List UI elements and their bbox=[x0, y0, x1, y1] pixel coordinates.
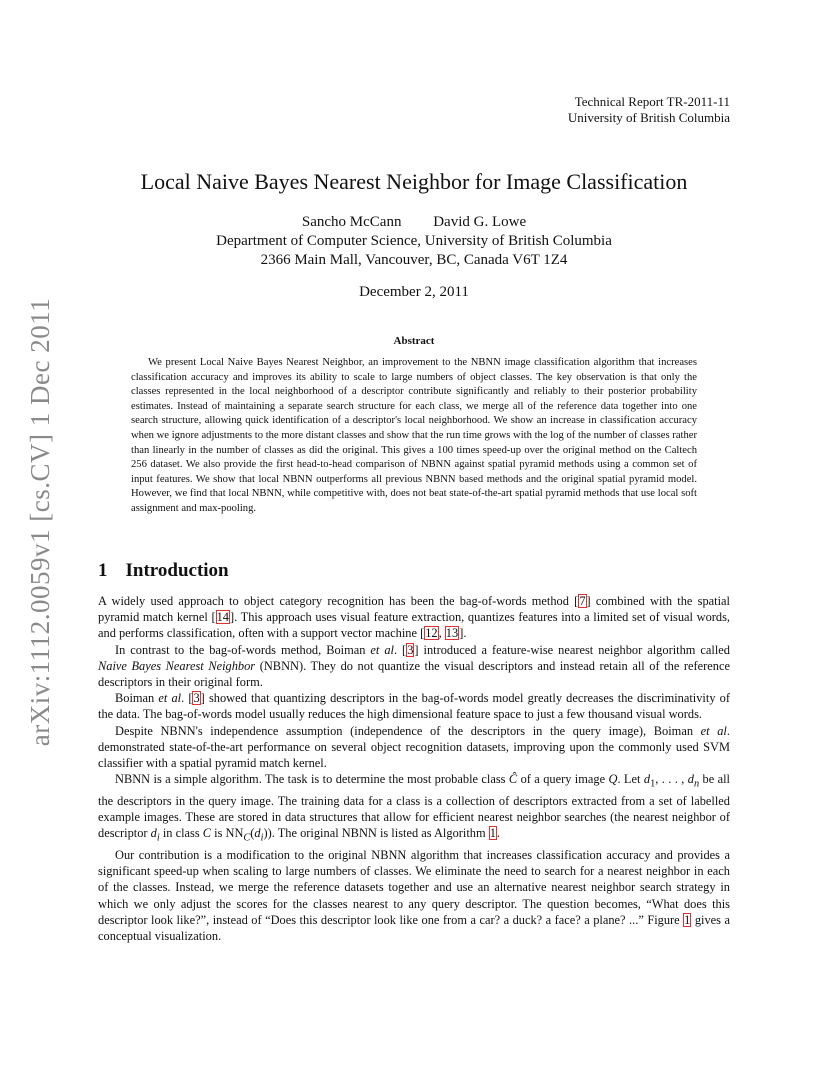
math-var: d bbox=[643, 772, 651, 787]
address: 2366 Main Mall, Vancouver, BC, Canada V6T 1Z4 bbox=[260, 252, 568, 268]
text-run: NBNN is a simple algorithm. The task is to determine the most probable class bbox=[115, 772, 509, 787]
text-run: . The original NBNN is listed as Algorithm bbox=[271, 826, 489, 841]
text-run: of a query image bbox=[517, 772, 609, 787]
math-var: Q bbox=[608, 772, 618, 787]
text-run: . bbox=[393, 642, 403, 657]
text-run: be all the descriptors in the query image. The training data for a class is a collection of descriptors extracted from a set of labelled example images. These are stored in data structures that allow for efficient nearest neighbor searches (the nearest neighbor of descriptor bbox=[98, 772, 730, 841]
citation-ref[interactable]: 7 bbox=[579, 594, 586, 608]
introduction-body bbox=[98, 593, 730, 944]
math-sub: n bbox=[693, 778, 700, 790]
figure-link[interactable]: 1 bbox=[684, 912, 691, 927]
section-number: 1 bbox=[98, 560, 108, 581]
text-run: . This approach uses visual feature extraction, quantizes features into a limited set of visual words, and performs classification, often with a support vector machine bbox=[98, 610, 730, 641]
text-run: in class bbox=[159, 826, 203, 841]
citation[interactable]: [3] bbox=[188, 691, 205, 706]
math-var: d bbox=[254, 826, 261, 841]
math-var: Ĉ bbox=[508, 772, 518, 787]
text-run: gives a conceptual visualization. bbox=[98, 912, 730, 943]
paragraph bbox=[98, 771, 730, 847]
math-sub: i bbox=[156, 832, 160, 844]
method-name: Naive Bayes Nearest Neighbor bbox=[98, 658, 256, 673]
math-sub: i bbox=[260, 832, 264, 844]
citation[interactable]: [3] bbox=[402, 642, 419, 657]
citation-ref[interactable]: 14 bbox=[216, 610, 229, 625]
paragraph bbox=[98, 593, 730, 642]
text-run: ( bbox=[250, 826, 255, 841]
text-run: . bbox=[463, 626, 467, 641]
affiliation: Department of Computer Science, University of British Columbia bbox=[216, 233, 612, 249]
et-al: et al bbox=[700, 723, 727, 738]
paper-date: December 2, 2011 bbox=[359, 284, 469, 300]
et-al: et al bbox=[370, 642, 394, 657]
report-institution: University of British Columbia bbox=[567, 110, 730, 125]
text-run: showed that quantizing descriptors in the bag-of-words model greatly decreases the discriminativity of the data. The bag-of-words model usually reduces the high dimensional feature space to just a few thousand visual words. bbox=[98, 691, 730, 722]
text-run: A widely used approach to object category recognition has been the bag-of-words method bbox=[98, 594, 575, 608]
text-run: . demonstrated state-of-the-art performance on several object recognition datasets, improving upon the commonly used SVM classifier with a spatial pyramid match kernel. bbox=[98, 723, 730, 771]
text-run: introduced a feature-wise nearest neighbor algorithm called bbox=[418, 642, 730, 657]
citation-ref[interactable]: 3 bbox=[407, 642, 414, 657]
report-info bbox=[568, 94, 730, 126]
math-var: C bbox=[202, 826, 212, 841]
text-run: (NBNN). They do not quantize the visual descriptors and instead retain all of the reference descriptors in their original form. bbox=[98, 658, 730, 690]
author-block bbox=[0, 213, 828, 270]
text-run: is NN bbox=[211, 826, 244, 841]
paper-title: Local Naive Bayes Nearest Neighbor for Image Classification bbox=[140, 169, 688, 194]
author-name: David G. Lowe bbox=[433, 214, 527, 230]
text-run: Despite NBNN's independence assumption (independence of the descriptors in the query image), Boiman bbox=[115, 723, 701, 738]
arxiv-stamp: arXiv:1112.0059v1 [cs.CV] 1 Dec 2011 bbox=[25, 297, 55, 747]
math-var: d bbox=[687, 772, 694, 787]
et-al: et al bbox=[158, 691, 182, 706]
citation-ref[interactable]: 13 bbox=[445, 626, 459, 641]
citation[interactable]: [12, 13] bbox=[420, 626, 464, 641]
paragraph bbox=[98, 642, 730, 691]
text-run: Boiman bbox=[115, 691, 159, 706]
report-number: Technical Report TR-2011-11 bbox=[574, 94, 730, 109]
paragraph bbox=[98, 723, 730, 772]
citation-ref[interactable]: 12 bbox=[425, 626, 438, 641]
abstract-text: We present Local Naive Bayes Nearest Neighbor, an improvement to the NBNN image classification algorithm that increases classification accuracy and improves its ability to scale to large numbers of object classes. The key observation is that only the classes represented in the local neighborhood of a descriptor contribute significantly and reliably to their posterior probability estimates. Instead of maintaining a separate search structure for each class, we merge all of the reference data together into one search structure, allowing quick identification of a descriptor's local neighborhood. We show an increase in classification accuracy when we ignore adjustments to the more distant classes and show that the run time grows with the log of the number of classes rather than linearly in the number of classes as did the original. This gives a 100 times speed-up over the original method on the Caltech 256 dataset. We also provide the first head-to-head comparison of NBNN against spatial pyramid methods using a common set of input features. We show that local NBNN outperforms all previous NBNN based methods and the original spatial pyramid model. However, we find that local NBNN, while competitive with, does not beat state-of-the-art spatial pyramid methods that use local soft assignment and max-pooling. bbox=[131, 357, 697, 514]
text-run: )) bbox=[263, 826, 272, 841]
text-run: combined with the spatial pyramid match kernel bbox=[98, 594, 730, 625]
text-run: Our contribution is a modification to the original NBNN algorithm that increases classification accuracy and provides a significant speed-up when scaling to large numbers of classes. We eliminate the need to search for a nearest neighbor in each of the classes. Instead, we merge the reference datasets together and use an alternative nearest neighbor search strategy in which we only adjust the scores for the classes nearest to any query descriptor. The question becomes, “What does this descriptor look like?”, instead of “Does this descriptor look like one from a car? a duck? a face? a plane? ...” Figure bbox=[98, 847, 730, 927]
text-run: . Let bbox=[617, 772, 644, 787]
paragraph bbox=[98, 690, 730, 722]
section-title: Introduction bbox=[125, 560, 229, 581]
paragraph bbox=[98, 847, 730, 944]
text-run: In contrast to the bag-of-words method, Boiman bbox=[115, 642, 371, 657]
author-name: Sancho McCann bbox=[301, 214, 402, 230]
citation[interactable]: [14] bbox=[211, 610, 235, 625]
text-run: . bbox=[496, 826, 501, 841]
citation[interactable]: [7] bbox=[574, 594, 591, 608]
section-heading bbox=[98, 559, 229, 583]
citation-ref[interactable]: 3 bbox=[193, 691, 200, 706]
abstract-heading: Abstract bbox=[393, 335, 435, 347]
text-run: , . . . , bbox=[655, 772, 688, 787]
math-var: d bbox=[150, 826, 157, 841]
algorithm-link[interactable]: 1 bbox=[489, 826, 496, 841]
author-names bbox=[0, 213, 828, 232]
math-sub: C bbox=[243, 832, 251, 844]
text-run: . bbox=[181, 691, 189, 706]
math-sub: 1 bbox=[650, 778, 656, 790]
